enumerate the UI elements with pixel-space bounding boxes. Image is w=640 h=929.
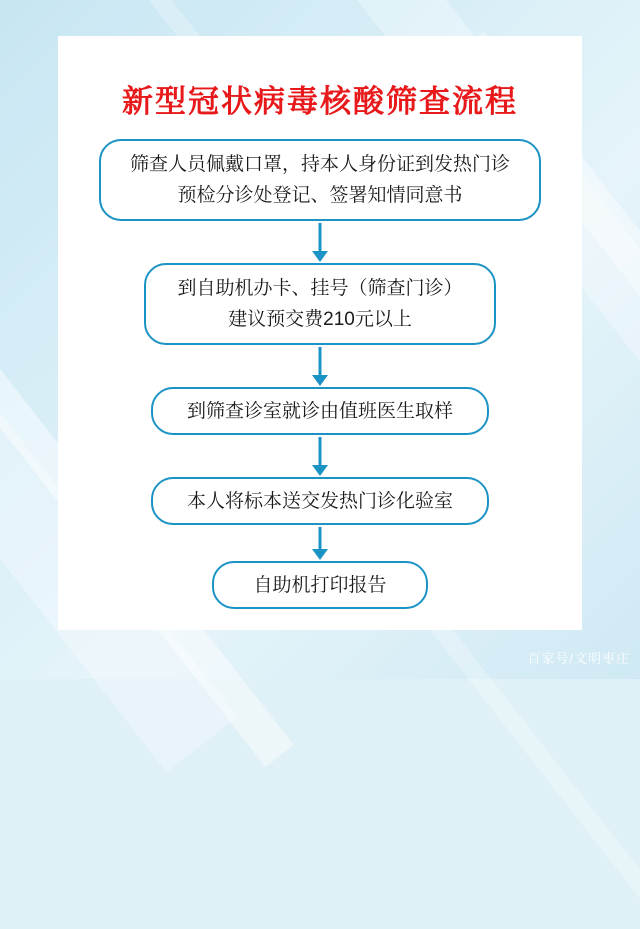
arrow-shaft [319,223,322,253]
arrow-head-icon [312,465,328,476]
watermark: 百家号/文明枣庄 [527,651,630,666]
arrow-head-icon [312,375,328,386]
arrow-head-icon [312,251,328,262]
flow-node-line: 建议预交费210元以上 [228,309,412,330]
arrow-shaft [319,437,322,467]
flow-node-step-1 [99,139,541,221]
flowchart [58,139,582,609]
page-title: 新型冠状病毒核酸筛查流程 [122,84,518,119]
flow-arrow-4-to-5 [58,525,582,561]
flow-node-line: 到筛查诊室就诊由值班医生取样 [186,400,453,422]
flow-node-step-4 [151,477,489,525]
flow-arrow-1-to-2 [58,221,582,263]
flow-node-line: 本人将标本送交发热门诊化验室 [186,490,453,512]
flow-node-line: 自助机打印报告 [253,574,387,596]
arrow-shaft [319,527,322,551]
flow-node-line: 预检分诊处登记、签署知情同意书 [177,185,463,206]
arrow-shaft [319,347,322,377]
flow-node-step-5 [212,561,428,609]
flowchart-card [58,36,582,630]
arrow-head-icon [312,549,328,560]
flow-arrow-3-to-4 [58,435,582,477]
flow-node-line: 到自助机办卡、挂号（筛查门诊） [177,278,463,299]
flow-node-line: 筛查人员佩戴口罩，持本人身份证到发热门诊 [129,154,510,175]
flow-arrow-2-to-3 [58,345,582,387]
flow-node-step-2 [144,263,496,345]
flow-node-step-3 [151,387,489,435]
